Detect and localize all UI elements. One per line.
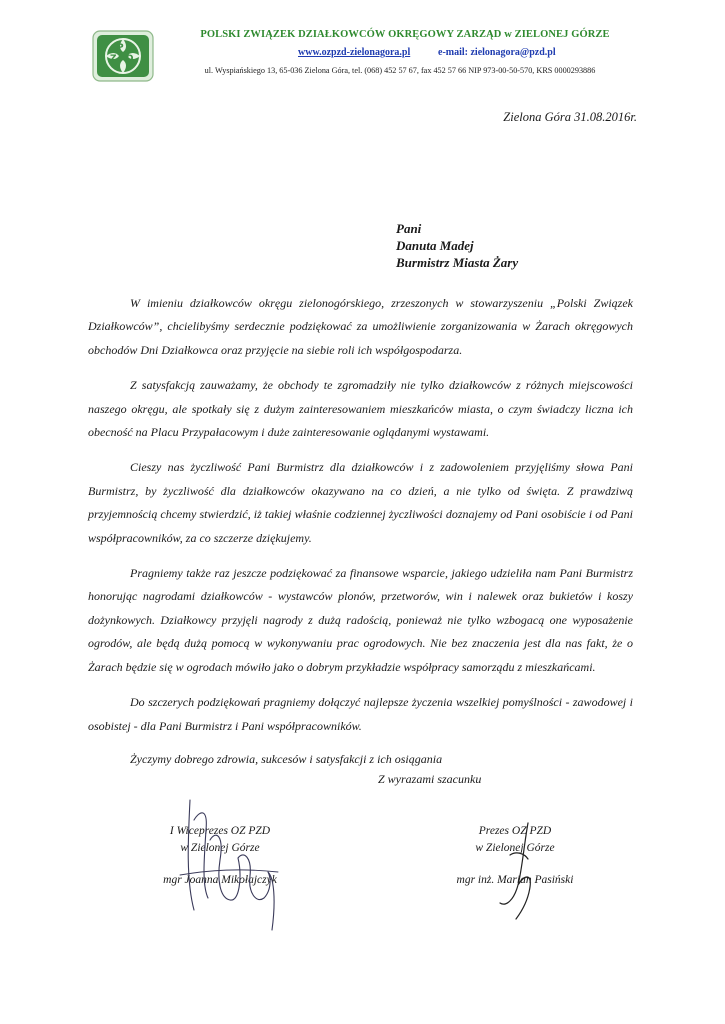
paragraph: Życzymy dobrego zdrowia, sukcesów i satysfakcji z ich osiągania xyxy=(130,751,443,766)
svg-text:P: P xyxy=(117,43,124,53)
signatory-title: Prezes OZ PZD xyxy=(478,825,552,837)
recipient-position: Burmistrz Miasta Żary xyxy=(396,255,519,270)
website-link[interactable]: www.ozpzd-zielonagora.pl xyxy=(298,47,411,58)
svg-text:D: D xyxy=(126,54,134,64)
signatory-name: mgr Joanna Mikołajczyk xyxy=(163,874,277,886)
email-address[interactable]: e-mail: zielonagora@pzd.pl xyxy=(438,47,556,58)
signatory-title: I Wiceprezes OZ PZD xyxy=(169,825,271,837)
letter-body xyxy=(88,292,633,783)
signatory-place: w Zielonej Górze xyxy=(180,841,260,854)
recipient-name: Danuta Madej xyxy=(396,238,474,253)
recipient-salutation: Pani xyxy=(396,221,422,236)
recipient-block xyxy=(396,220,518,271)
pzd-logo xyxy=(92,30,154,82)
paragraph: Do szczerych podziękowań pragniemy dołączyć najlepsze życzenia wszelkiej pomyślności - zawodowej i osobistej - dla Pani Burmistrz i Pani współpracowników. xyxy=(88,695,633,733)
svg-text:Z: Z xyxy=(110,54,117,64)
signatory-name: mgr inż. Marian Pasiński xyxy=(456,874,574,886)
organization-address: ul. Wyspiańskiego 13, 65-036 Zielona Góra, tel. (068) 452 57 67, fax 452 57 66 NIP 973-00-50-570, KRS 0000293886 xyxy=(204,66,596,75)
signatory-place: w Zielonej Górze xyxy=(475,841,555,854)
logo-graphic xyxy=(92,30,154,82)
paragraph: Cieszy nas życzliwość Pani Burmistrz dla działkowców i z zadowoleniem przyjęliśmy słowa Pani Burmistrz, by życzliwość dla działkowców okazywano na co dzień, a nie tylko od święta. Z prawdziwą przyjemnością chcemy stwierdzić, iż takiej właśnie codziennej życzliwości doznajemy od Pani osobiście i od Pani współpracowników, za co szczerze dziękujemy. xyxy=(88,460,633,545)
paragraph: W imieniu działkowców okręgu zielonogórskiego, zrzeszonych w stowarzyszeniu „Polski Związek Działkowców”, chcielibyśmy serdecznie podziękować za umożliwienie zorganizowania w Żarach okręgowych obchodów Dni Działkowca oraz przyjęcie na siebie roli ich współgospodarza. xyxy=(88,296,633,357)
signature-left xyxy=(150,823,290,889)
paragraph: Z satysfakcją zauważamy, że obchody te zgromadziły nie tylko działkowców z różnych miejscowości naszego okręgu, ale spotkały się z dużym zainteresowaniem mieszkańców miasta, o czym świadczy liczna ich obecność na Placu Przypałacowym i duże zainteresowanie oglądanymi wystawami. xyxy=(88,378,633,440)
organization-name: POLSKI ZWIĄZEK DZIAŁKOWCÓW OKRĘGOWY ZARZĄD w ZIELONEJ GÓRZE xyxy=(200,29,610,40)
closing-phrase: Z wyrazami szacunku xyxy=(378,772,482,786)
signature-right xyxy=(450,823,580,889)
place-and-date: Zielona Góra 31.08.2016r. xyxy=(503,110,637,124)
paragraph: Pragniemy także raz jeszcze podziękować za finansowe wsparcie, jakiego udzieliła nam Pani Burmistrz honorując nagrodami działkowców - wystawców plonów, przetworów, win i nalewek oraz bukietów i koszy dożynkowych. Działkowcy przyjęli nagrody z dużą radością, ponieważ nie tylko wzbogacą one wyposażenie ogrodów, ale będą dużą pomocą w wykonywaniu prac ogrodowych. Nie bez znaczenia jest dla nas fakt, że o Żarach będzie się w ogrodach mówiło jako o dobrym przykładzie współpracy samorządu z mieszkańcami. xyxy=(88,566,633,674)
